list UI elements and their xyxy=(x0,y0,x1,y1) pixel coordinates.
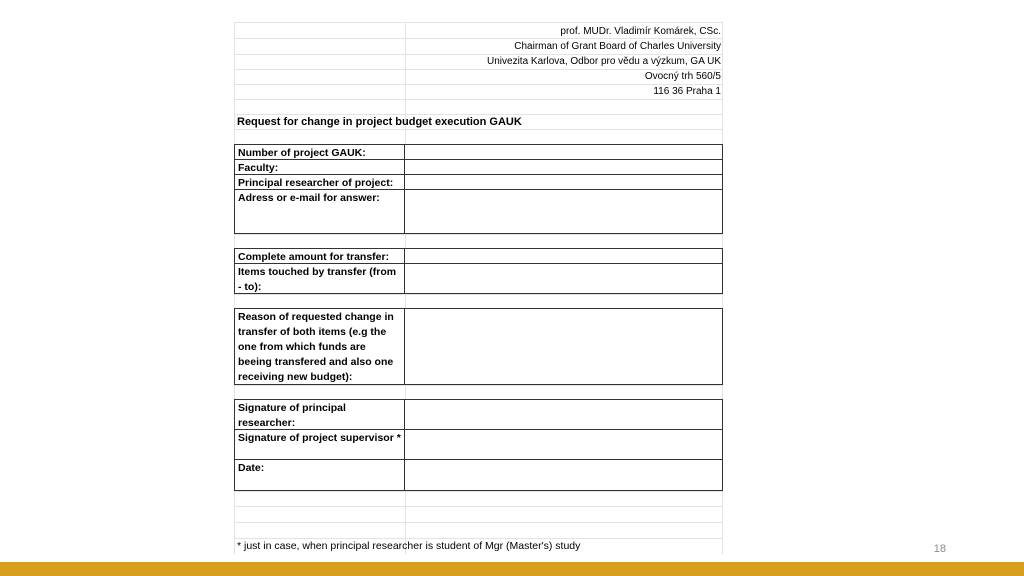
grid-line xyxy=(234,69,723,70)
address-city: 116 36 Praha 1 xyxy=(653,86,721,97)
grid-line xyxy=(234,506,723,507)
input-amount[interactable] xyxy=(405,248,723,264)
label-address-email: Adress or e-mail for answer: xyxy=(234,189,405,234)
input-project-number[interactable] xyxy=(405,144,723,160)
label-project-number: Number of project GAUK: xyxy=(234,144,405,160)
grid-line xyxy=(234,522,723,523)
label-date: Date: xyxy=(234,459,405,491)
address-name: prof. MUDr. Vladimír Komárek, CSc. xyxy=(560,26,721,37)
input-address-email[interactable] xyxy=(405,189,723,234)
grid-line xyxy=(234,294,723,295)
grid-line xyxy=(234,234,723,235)
grid-line xyxy=(234,38,723,39)
input-items[interactable] xyxy=(405,263,723,294)
grid-line xyxy=(234,538,723,539)
input-principal-researcher[interactable] xyxy=(405,174,723,190)
label-reason: Reason of requested change in transfer of both items (e.g the one from which funds are beeing transfered and also one receiving new budget): xyxy=(234,308,405,385)
accent-bar xyxy=(0,562,1024,576)
form-title: Request for change in project budget execution GAUK xyxy=(237,116,522,128)
label-signature-researcher: Signature of principal researcher: xyxy=(234,399,405,430)
label-principal-researcher: Principal researcher of project: xyxy=(234,174,405,190)
label-amount: Complete amount for transfer: xyxy=(234,248,405,264)
grid-line xyxy=(234,129,723,130)
grid-line xyxy=(234,84,723,85)
label-items: Items touched by transfer (from - to): xyxy=(234,263,405,294)
grid-line xyxy=(234,22,723,23)
grid-line xyxy=(234,385,723,386)
address-position: Chairman of Grant Board of Charles University xyxy=(514,41,721,52)
grid-line xyxy=(234,99,723,100)
page-number: 18 xyxy=(933,543,946,555)
grid-line xyxy=(234,491,723,492)
input-faculty[interactable] xyxy=(405,159,723,175)
input-reason[interactable] xyxy=(405,308,723,385)
label-faculty: Faculty: xyxy=(234,159,405,175)
label-signature-supervisor: Signature of project supervisor * xyxy=(234,429,405,460)
form-sheet xyxy=(234,22,723,554)
footnote: * just in case, when principal researcher is student of Mgr (Master's) study xyxy=(237,540,581,552)
input-date[interactable] xyxy=(405,459,723,491)
input-signature-supervisor[interactable] xyxy=(405,429,723,460)
address-street: Ovocný trh 560/5 xyxy=(644,71,721,82)
grid-line xyxy=(234,54,723,55)
address-institution: Univezita Karlova, Odbor pro vědu a výzkum, GA UK xyxy=(487,56,721,67)
input-signature-researcher[interactable] xyxy=(405,399,723,430)
grid-line xyxy=(234,114,723,115)
